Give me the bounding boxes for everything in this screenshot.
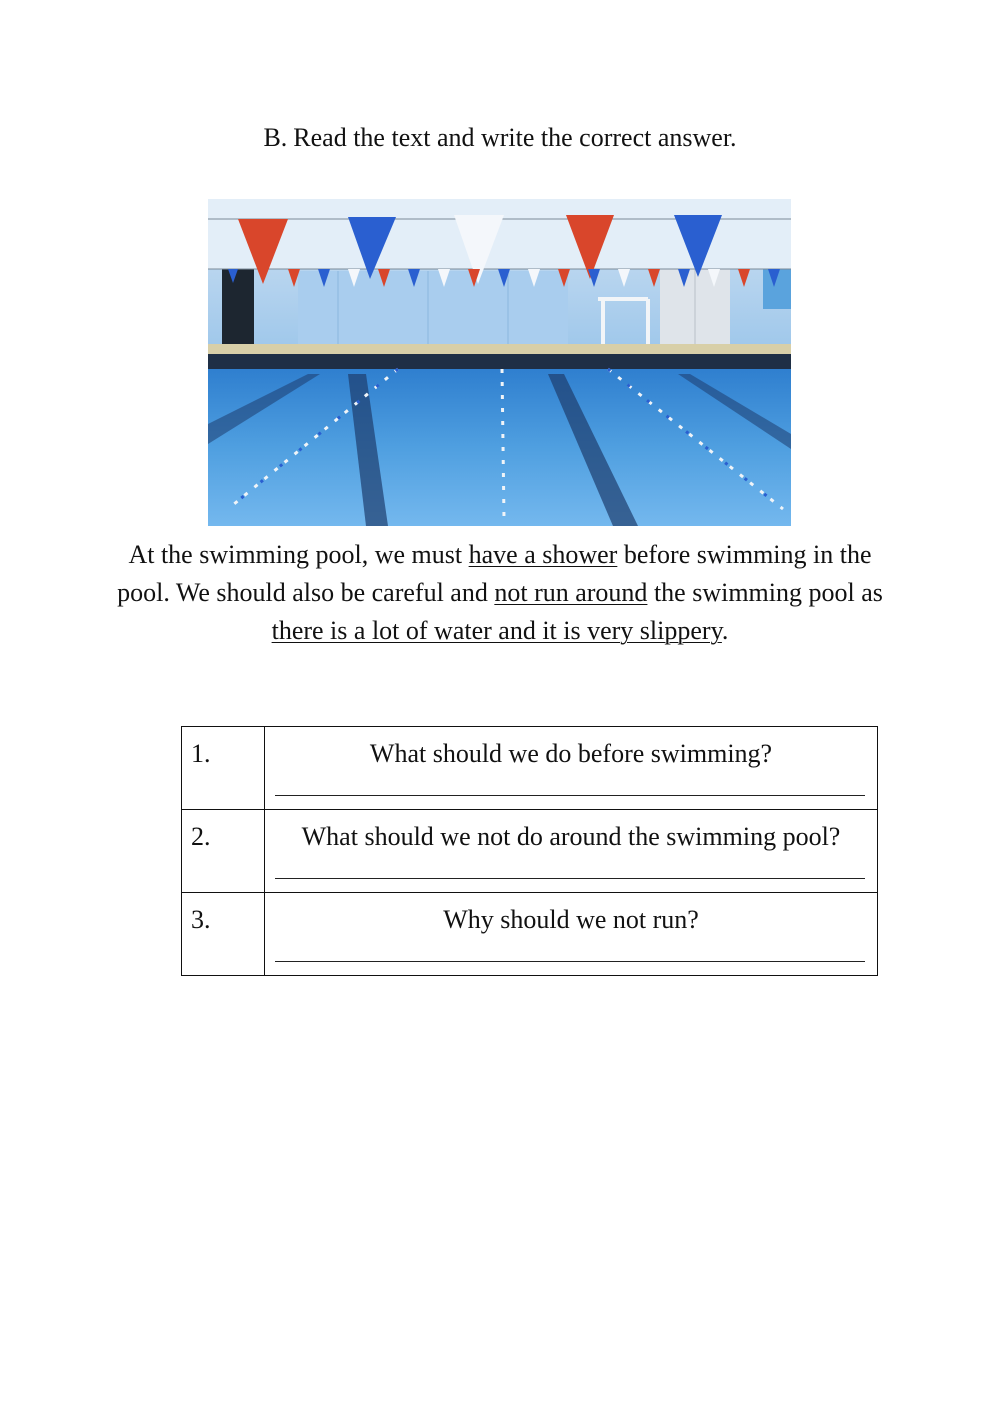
answer-line[interactable] xyxy=(275,785,865,796)
passage-text-4: . xyxy=(721,616,729,645)
questions-table xyxy=(181,726,878,976)
worksheet-heading xyxy=(0,120,1000,156)
section-letter: B. xyxy=(263,123,288,152)
passage-text-1: At the swimming pool, we must xyxy=(128,540,469,569)
question-cell xyxy=(265,810,878,893)
passage-underline-3: there is a lot of water and it is very slippery xyxy=(271,616,722,645)
question-number: 1. xyxy=(182,727,265,810)
answer-line[interactable] xyxy=(275,868,865,879)
question-text: What should we do before swimming? xyxy=(369,739,773,768)
answer-line[interactable] xyxy=(275,951,865,962)
question-text: Why should we not run? xyxy=(443,905,699,934)
swimming-pool-photo xyxy=(208,199,791,526)
question-cell xyxy=(265,893,878,976)
question-number: 2. xyxy=(182,810,265,893)
passage-underline-2: not run around xyxy=(494,578,648,607)
question-row xyxy=(182,893,878,976)
question-text: What should we not do around the swimming pool? xyxy=(301,822,841,851)
reading-passage xyxy=(100,536,900,650)
question-row xyxy=(182,727,878,810)
passage-text-3: the swimming pool as xyxy=(647,578,883,607)
passage-underline-1: have a shower xyxy=(468,540,618,569)
question-cell xyxy=(265,727,878,810)
question-row xyxy=(182,810,878,893)
passage-text-2: before swimming in the pool. We should also be careful and xyxy=(117,540,872,607)
question-number: 3. xyxy=(182,893,265,976)
instruction-text: Read the text and write the correct answer. xyxy=(293,123,737,152)
